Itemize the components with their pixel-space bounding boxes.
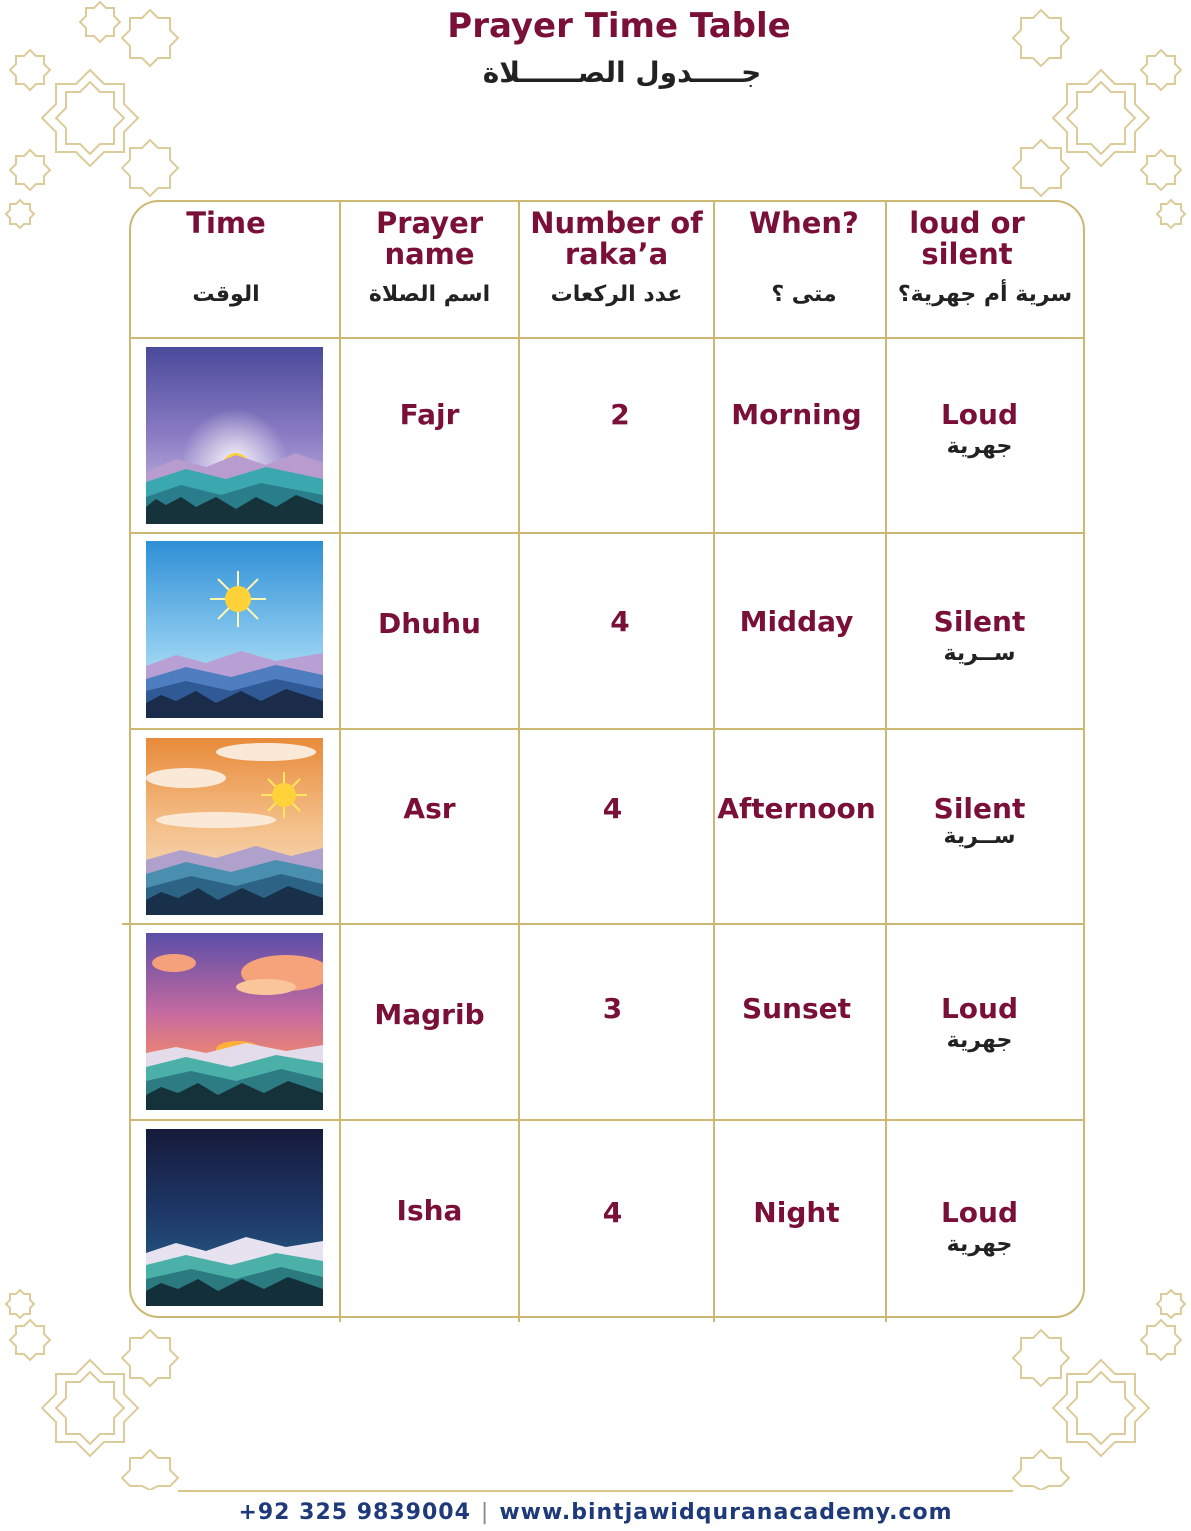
prayer-name: Asr [403, 792, 456, 825]
prayer-name: Magrib [374, 998, 485, 1031]
header-when-label: When? [749, 206, 859, 240]
rakaa-count: 2 [610, 398, 630, 431]
page-title: Prayer Time Table [447, 6, 791, 46]
row-divider [129, 337, 1085, 339]
header-when [715, 208, 893, 336]
header-prayer-name-label: Prayer name [375, 206, 484, 271]
rakaa-count: 4 [610, 605, 630, 638]
column-divider [713, 201, 715, 1322]
mode-arabic: ســرية [943, 824, 1016, 849]
mode-arabic: جهرية [946, 1028, 1013, 1053]
column-divider [339, 201, 341, 1322]
magrib-sunset-image [146, 933, 323, 1110]
rakaa-count: 4 [602, 792, 623, 825]
dhuhu-noon-image [146, 541, 323, 718]
header-loud-or-silent [887, 208, 1083, 336]
row-divider [129, 1119, 1085, 1121]
when-label: Night [753, 1196, 840, 1229]
mode-english: Loud [940, 398, 1019, 431]
mode-english: Silent [933, 605, 1026, 638]
mode-cell [887, 1196, 1072, 1276]
header-time-arabic: الوقت [192, 282, 260, 307]
footer-website-link[interactable]: www.bintjawidquranacademy.com [499, 1500, 953, 1525]
mode-cell [887, 792, 1072, 872]
header-rakaa-arabic: عدد الركعات [550, 282, 683, 307]
header-rakaa-label: Number of raka’a [530, 206, 703, 271]
when-label: Afternoon [717, 792, 876, 825]
mode-english: Loud [940, 1196, 1019, 1229]
when-label: Morning [731, 398, 862, 431]
column-divider [885, 201, 887, 1322]
mode-arabic: ســرية [943, 641, 1016, 666]
fajr-dawn-image [146, 347, 323, 524]
mode-cell [887, 992, 1072, 1072]
mode-english: Silent [933, 792, 1026, 825]
page-subtitle-arabic: جـــــدول الصــــــلاة [482, 56, 762, 89]
row-divider [129, 532, 1085, 534]
header-prayer-name [341, 208, 518, 336]
row-divider [129, 728, 1085, 730]
column-divider [518, 201, 520, 1322]
header-when-arabic: متى ؟ [771, 282, 837, 307]
mode-arabic: جهرية [946, 1232, 1013, 1257]
header-time-label: Time [186, 206, 266, 240]
asr-afternoon-image [146, 738, 323, 915]
when-label: Sunset [741, 992, 852, 1025]
row-divider [122, 923, 1085, 925]
prayer-name: Dhuhu [378, 607, 481, 640]
mode-arabic: جهرية [946, 434, 1013, 459]
prayer-name: Fajr [399, 398, 460, 431]
footer [0, 1500, 1191, 1525]
header-loud-silent-arabic: سرية أم جهرية؟ [897, 282, 1073, 307]
header-time [131, 208, 321, 336]
rakaa-count: 3 [602, 992, 623, 1025]
footer-separator: | [480, 1500, 490, 1525]
mode-cell [887, 605, 1072, 685]
footer-phone: +92 325 9839004 [238, 1500, 471, 1525]
mode-cell [887, 398, 1072, 478]
rakaa-count: 4 [602, 1196, 623, 1229]
mode-english: Loud [940, 992, 1019, 1025]
isha-night-image [146, 1129, 323, 1306]
header-prayer-name-arabic: اسم الصلاة [368, 282, 491, 307]
header-number-of-rakaa [520, 208, 713, 336]
when-label: Midday [739, 605, 854, 638]
header-loud-silent-label: loud or silent [909, 206, 1025, 271]
prayer-name: Isha [396, 1194, 463, 1227]
footer-divider [178, 1490, 1013, 1492]
